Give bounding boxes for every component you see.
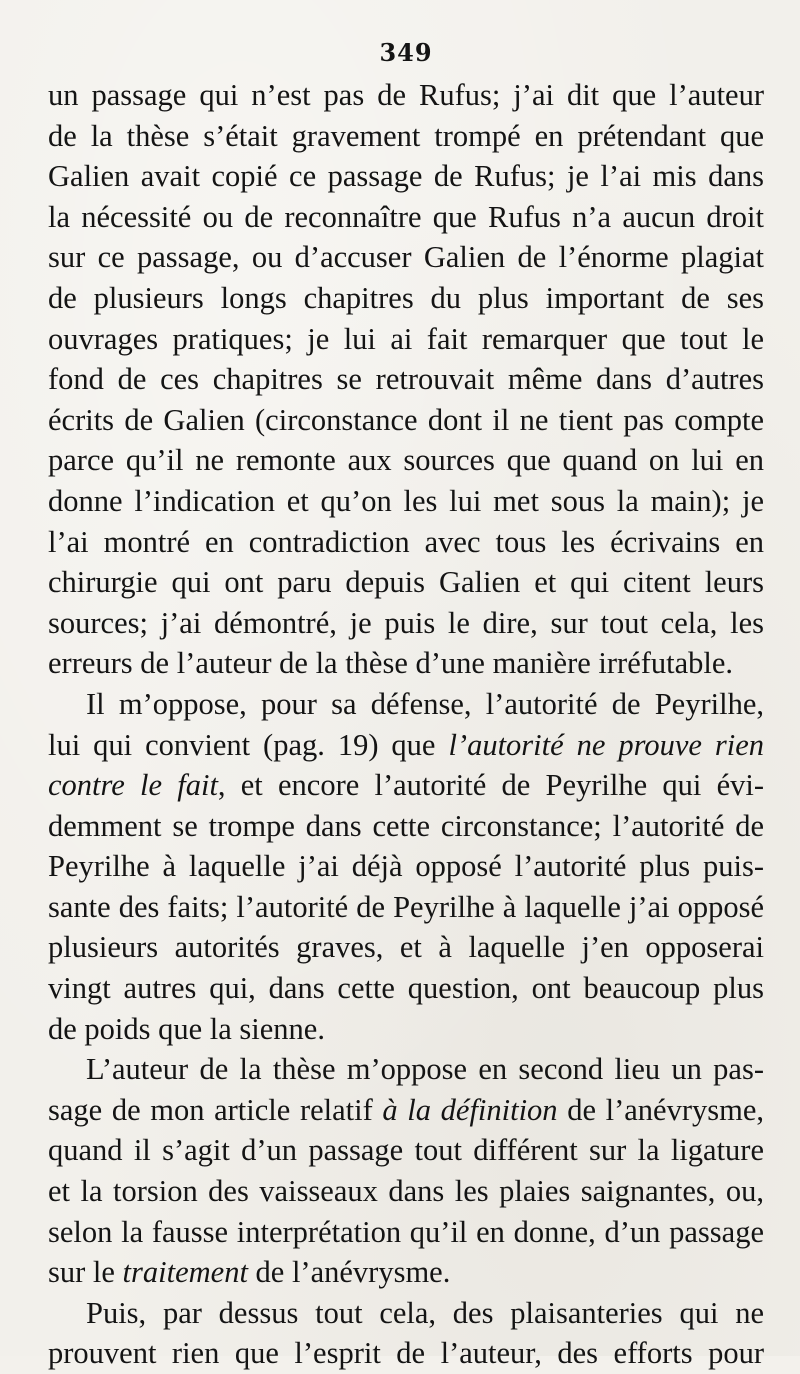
text-line	[48, 156, 764, 197]
paragraph	[48, 75, 764, 684]
text-line	[48, 846, 764, 887]
text-run: plusieurs autorités graves, et à laquelle j’en opposerai	[48, 930, 764, 965]
text-run: de la thèse s’était gravement trompé en prétendant que	[48, 118, 764, 153]
text-run: selon la fausse interprétation qu’il en donne, d’un passage	[48, 1214, 764, 1249]
text-line	[48, 562, 764, 603]
paragraph	[48, 1049, 764, 1293]
page-number: 349	[379, 38, 433, 67]
paragraph	[48, 1293, 764, 1374]
text-run: Il m’oppose, pour sa défense, l’autorité de Peyrilhe,	[86, 686, 764, 721]
text-run: l’ai montré en contradiction avec tous les écrivains en	[48, 524, 764, 559]
text-run: sur le	[48, 1255, 123, 1290]
text-run: prouvent rien que l’esprit de l’auteur, des efforts pour	[48, 1336, 764, 1371]
text-line	[48, 1333, 764, 1374]
text-line	[48, 522, 764, 563]
text-line	[48, 725, 764, 766]
italic-text: traitement	[122, 1255, 248, 1290]
text-line	[48, 440, 764, 481]
text-run: erreurs de l’auteur de la thèse d’une manière irréfutable.	[48, 646, 734, 681]
italic-text: l’autorité ne prouve rien	[448, 727, 764, 762]
text-line	[48, 237, 764, 278]
text-run: vingt autres qui, dans cette question, ont beaucoup plus	[48, 971, 764, 1006]
text-line	[48, 75, 764, 116]
text-line	[48, 400, 764, 441]
text-line	[48, 765, 764, 806]
text-line	[48, 481, 764, 522]
text-line	[48, 684, 764, 725]
text-run: de poids que la sienne.	[48, 1011, 325, 1046]
text-line	[48, 643, 764, 684]
text-line	[48, 1090, 764, 1131]
text-run: de l’anévrysme,	[557, 1092, 764, 1127]
text-run: sage de mon article relatif	[48, 1092, 383, 1127]
text-run: Peyrilhe à laquelle j’ai déjà opposé l’autorité plus puis-	[48, 849, 764, 884]
italic-text: à la définition	[382, 1092, 558, 1127]
text-line	[48, 278, 764, 319]
text-run: lui qui convient (pag. 19) que	[48, 727, 449, 762]
text-line	[48, 359, 764, 400]
italic-text: contre le fait	[48, 768, 218, 803]
text-body	[48, 75, 764, 1374]
text-line	[48, 197, 764, 238]
text-run: de l’anévrysme.	[247, 1255, 451, 1290]
text-run: fond de ces chapitres se retrouvait même dans d’autres	[48, 362, 764, 397]
text-run: quand il s’agit d’un passage tout différent sur la ligature	[48, 1133, 764, 1168]
text-line	[48, 319, 764, 360]
text-run: et la torsion des vaisseaux dans les plaies saignantes, ou,	[48, 1174, 764, 1209]
text-line	[48, 1130, 764, 1171]
text-run: L’auteur de la thèse m’oppose en second lieu un pas-	[86, 1052, 764, 1087]
text-run: la nécessité ou de reconnaître que Rufus n’a aucun droit	[48, 199, 764, 234]
text-run: Galien avait copié ce passage de Rufus; je l’ai mis dans	[48, 159, 764, 194]
text-run: parce qu’il ne remonte aux sources que quand on lui en	[48, 443, 764, 478]
text-line	[48, 887, 764, 928]
text-line	[48, 968, 764, 1009]
text-line	[48, 1171, 764, 1212]
text-run: écrits de Galien (circonstance dont il ne tient pas compte	[48, 402, 764, 437]
text-run: sources; j’ai démontré, je puis le dire, sur tout cela, les	[48, 605, 764, 640]
text-line	[48, 1009, 764, 1050]
text-run: ouvrages pratiques; je lui ai fait remarquer que tout le	[48, 321, 764, 356]
text-run: demment se trompe dans cette circonstance; l’autorité de	[48, 808, 764, 843]
text-run: Puis, par dessus tout cela, des plaisanteries qui ne	[86, 1295, 764, 1330]
text-line	[48, 1252, 764, 1293]
text-line	[48, 116, 764, 157]
text-run: , et encore l’autorité de Peyrilhe qui évi-	[217, 768, 764, 803]
text-line	[48, 927, 764, 968]
paragraph	[48, 684, 764, 1049]
text-run: un passage qui n’est pas de Rufus; j’ai dit que l’auteur	[48, 78, 764, 112]
text-run: chirurgie qui ont paru depuis Galien et qui citent leurs	[48, 565, 764, 600]
text-line	[48, 1212, 764, 1253]
text-line	[48, 603, 764, 644]
text-run: donne l’indication et qu’on les lui met sous la main); je	[48, 483, 764, 518]
text-line	[48, 806, 764, 847]
text-line	[48, 1049, 764, 1090]
text-run: de plusieurs longs chapitres du plus important de ses	[48, 280, 764, 315]
text-run: sante des faits; l’autorité de Peyrilhe à laquelle j’ai opposé	[48, 889, 764, 924]
text-run: sur ce passage, ou d’accuser Galien de l’énorme plagiat	[48, 240, 764, 275]
text-line	[48, 1293, 764, 1334]
